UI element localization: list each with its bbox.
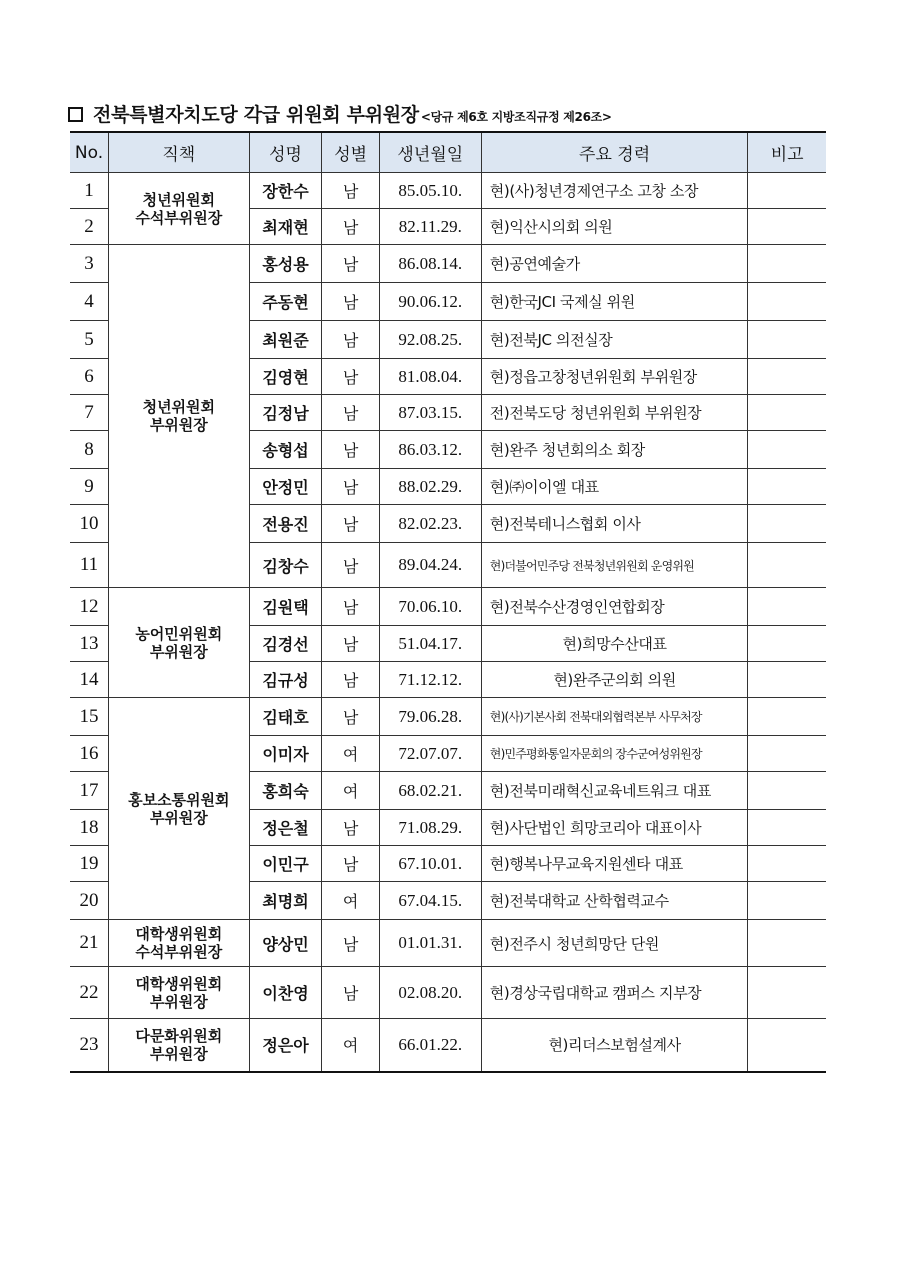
member-career: 현)사단법인 희망코리아 대표이사: [481, 810, 748, 846]
member-gender: 여: [322, 1019, 379, 1072]
member-note: [748, 626, 826, 662]
member-dob: 92.08.25.: [379, 321, 481, 359]
member-note: [748, 588, 826, 626]
member-dob: 90.06.12.: [379, 283, 481, 321]
member-career: 현)전북대학교 산학협력교수: [481, 882, 748, 920]
row-number: 16: [70, 736, 109, 772]
member-career: 전)전북도당 청년위원회 부위원장: [481, 395, 748, 431]
member-name: 안정민: [249, 469, 322, 505]
member-note: [748, 810, 826, 846]
table-row: [70, 173, 826, 209]
member-name: 주동현: [249, 283, 322, 321]
row-number: 9: [70, 469, 109, 505]
member-gender: 여: [322, 736, 379, 772]
title-regulation: <당규 제6호 지방조직규정 제26조>: [420, 110, 612, 124]
member-name: 김경선: [249, 626, 322, 662]
member-name: 홍성용: [249, 245, 322, 283]
member-career: 현)공연예술가: [481, 245, 748, 283]
member-career: 현)전북수산경영인연합회장: [481, 588, 748, 626]
header-position: 직책: [109, 132, 250, 173]
member-career: 현)더불어민주당 전북청년위원회 운영위원: [481, 543, 748, 588]
position-line: 수석부위원장: [135, 943, 223, 961]
member-note: [748, 321, 826, 359]
position-line: 청년위원회: [142, 398, 216, 416]
member-note: [748, 772, 826, 810]
member-career: 현)희망수산대표: [481, 626, 748, 662]
member-gender: 남: [322, 588, 379, 626]
member-career: 현)(사)청년경제연구소 고창 소장: [481, 173, 748, 209]
member-gender: 남: [322, 543, 379, 588]
member-name: 이민구: [249, 846, 322, 882]
row-number: 20: [70, 882, 109, 920]
member-name: 최원준: [249, 321, 322, 359]
position-line: 대학생위원회: [135, 925, 223, 943]
member-dob: 88.02.29.: [379, 469, 481, 505]
member-career: 현)민주평화통일자문회의 장수군여성위원장: [481, 736, 748, 772]
member-gender: 여: [322, 772, 379, 810]
member-gender: 남: [322, 283, 379, 321]
member-name: 전용진: [249, 505, 322, 543]
member-gender: 남: [322, 173, 379, 209]
member-note: [748, 736, 826, 772]
row-number: 22: [70, 967, 109, 1019]
member-note: [748, 698, 826, 736]
member-name: 김태호: [249, 698, 322, 736]
member-name: 홍희숙: [249, 772, 322, 810]
row-number: 13: [70, 626, 109, 662]
row-number: 7: [70, 395, 109, 431]
position-cell: [109, 173, 250, 245]
member-name: 김영현: [249, 359, 322, 395]
position-line: 청년위원회: [142, 190, 216, 209]
table-row: [70, 245, 826, 283]
position-cell: [109, 698, 250, 920]
position-line: 부위원장: [149, 992, 208, 1011]
member-dob: 01.01.31.: [379, 920, 481, 967]
member-dob: 81.08.04.: [379, 359, 481, 395]
row-number: 1: [70, 173, 109, 209]
table-header-row: [70, 132, 826, 173]
title-main: 전북특별자치도당 각급 위원회 부위원장: [93, 104, 419, 126]
position-line: 대학생위원회: [135, 974, 223, 993]
member-career: 현)(사)기본사회 전북대외협력본부 사무처장: [481, 698, 748, 736]
member-name: 이찬영: [249, 967, 322, 1019]
member-career: 현)경상국립대학교 캠퍼스 지부장: [481, 967, 748, 1019]
member-name: 장한수: [249, 173, 322, 209]
table-row: [70, 1019, 826, 1072]
row-number: 21: [70, 920, 109, 967]
member-dob: 89.04.24.: [379, 543, 481, 588]
table-row: [70, 588, 826, 626]
member-gender: 남: [322, 626, 379, 662]
table-row: [70, 967, 826, 1019]
position-line: 다문화위원회: [135, 1026, 223, 1045]
row-number: 6: [70, 359, 109, 395]
row-number: 12: [70, 588, 109, 626]
member-dob: 87.03.15.: [379, 395, 481, 431]
position-line: 수석부위원장: [135, 208, 223, 227]
member-gender: 남: [322, 698, 379, 736]
vice-chair-table: [70, 131, 826, 1073]
member-gender: 남: [322, 469, 379, 505]
table-row: [70, 920, 826, 967]
member-note: [748, 469, 826, 505]
member-name: 정은아: [249, 1019, 322, 1072]
member-career: 현)완주 청년회의소 회장: [481, 431, 748, 469]
member-gender: 남: [322, 810, 379, 846]
member-name: 최재현: [249, 209, 322, 245]
member-name: 최명희: [249, 882, 322, 920]
member-name: 양상민: [249, 920, 322, 967]
member-note: [748, 882, 826, 920]
position-line: 부위원장: [149, 1044, 208, 1063]
member-note: [748, 431, 826, 469]
member-name: 김창수: [249, 543, 322, 588]
member-dob: 82.11.29.: [379, 209, 481, 245]
member-dob: 02.08.20.: [379, 967, 481, 1019]
member-career: 현)전주시 청년희망단 단원: [481, 920, 748, 967]
member-gender: 남: [322, 920, 379, 967]
member-note: [748, 359, 826, 395]
member-note: [748, 505, 826, 543]
header-gender: 성별: [322, 132, 379, 173]
member-dob: 86.03.12.: [379, 431, 481, 469]
member-gender: 남: [322, 395, 379, 431]
member-gender: 남: [322, 431, 379, 469]
member-note: [748, 283, 826, 321]
row-number: 5: [70, 321, 109, 359]
row-number: 23: [70, 1019, 109, 1072]
checkbox-bullet-icon: [68, 107, 83, 122]
member-note: [748, 967, 826, 1019]
member-career: 현)정읍고창청년위원회 부위원장: [481, 359, 748, 395]
member-career: 현)전북테니스협회 이사: [481, 505, 748, 543]
member-career: 현)행복나무교육지원센타 대표: [481, 846, 748, 882]
header-note: 비고: [748, 132, 826, 173]
member-career: 현)㈜이이엘 대표: [481, 469, 748, 505]
member-name: 정은철: [249, 810, 322, 846]
member-note: [748, 543, 826, 588]
member-name: 송형섭: [249, 431, 322, 469]
position-line: 부위원장: [149, 808, 208, 827]
member-career: 현)전북미래혁신교육네트워크 대표: [481, 772, 748, 810]
row-number: 4: [70, 283, 109, 321]
member-career: 현)익산시의회 의원: [481, 209, 748, 245]
member-note: [748, 662, 826, 698]
position-cell: [109, 920, 250, 967]
member-dob: 86.08.14.: [379, 245, 481, 283]
member-dob: 67.04.15.: [379, 882, 481, 920]
member-gender: 남: [322, 245, 379, 283]
member-gender: 남: [322, 662, 379, 698]
header-dob: 생년월일: [379, 132, 481, 173]
row-number: 18: [70, 810, 109, 846]
position-line: 홍보소통위원회: [128, 790, 230, 809]
member-dob: 66.01.22.: [379, 1019, 481, 1072]
member-note: [748, 1019, 826, 1072]
member-note: [748, 173, 826, 209]
member-gender: 남: [322, 505, 379, 543]
member-dob: 67.10.01.: [379, 846, 481, 882]
header-career: 주요 경력: [481, 132, 748, 173]
member-dob: 51.04.17.: [379, 626, 481, 662]
row-number: 10: [70, 505, 109, 543]
member-dob: 79.06.28.: [379, 698, 481, 736]
row-number: 8: [70, 431, 109, 469]
position-cell: [109, 1019, 250, 1072]
header-name: 성명: [249, 132, 322, 173]
member-gender: 여: [322, 882, 379, 920]
member-dob: 85.05.10.: [379, 173, 481, 209]
row-number: 3: [70, 245, 109, 283]
position-line: 부위원장: [149, 642, 208, 661]
member-name: 김원택: [249, 588, 322, 626]
row-number: 11: [70, 543, 109, 588]
member-note: [748, 245, 826, 283]
member-gender: 남: [322, 967, 379, 1019]
member-note: [748, 209, 826, 245]
member-note: [748, 395, 826, 431]
row-number: 14: [70, 662, 109, 698]
member-dob: 82.02.23.: [379, 505, 481, 543]
header-no: No.: [70, 132, 109, 173]
row-number: 2: [70, 209, 109, 245]
member-dob: 70.06.10.: [379, 588, 481, 626]
member-gender: 남: [322, 321, 379, 359]
position-line: 농어민위원회: [135, 624, 223, 643]
member-dob: 68.02.21.: [379, 772, 481, 810]
row-number: 15: [70, 698, 109, 736]
member-name: 김정남: [249, 395, 322, 431]
position-line: 부위원장: [149, 416, 208, 434]
member-career: 현)리더스보험설계사: [481, 1019, 748, 1072]
table-row: [70, 698, 826, 736]
member-name: 이미자: [249, 736, 322, 772]
member-note: [748, 846, 826, 882]
member-career: 현)완주군의회 의원: [481, 662, 748, 698]
member-dob: 71.12.12.: [379, 662, 481, 698]
row-number: 19: [70, 846, 109, 882]
position-cell: [109, 588, 250, 698]
position-cell: [109, 245, 250, 588]
member-dob: 72.07.07.: [379, 736, 481, 772]
document-title: [68, 100, 612, 130]
member-dob: 71.08.29.: [379, 810, 481, 846]
member-note: [748, 920, 826, 967]
row-number: 17: [70, 772, 109, 810]
position-cell: [109, 967, 250, 1019]
member-gender: 남: [322, 209, 379, 245]
member-career: 현)한국JCI 국제실 위원: [481, 283, 748, 321]
member-name: 김규성: [249, 662, 322, 698]
member-gender: 남: [322, 359, 379, 395]
member-career: 현)전북JC 의전실장: [481, 321, 748, 359]
member-gender: 남: [322, 846, 379, 882]
